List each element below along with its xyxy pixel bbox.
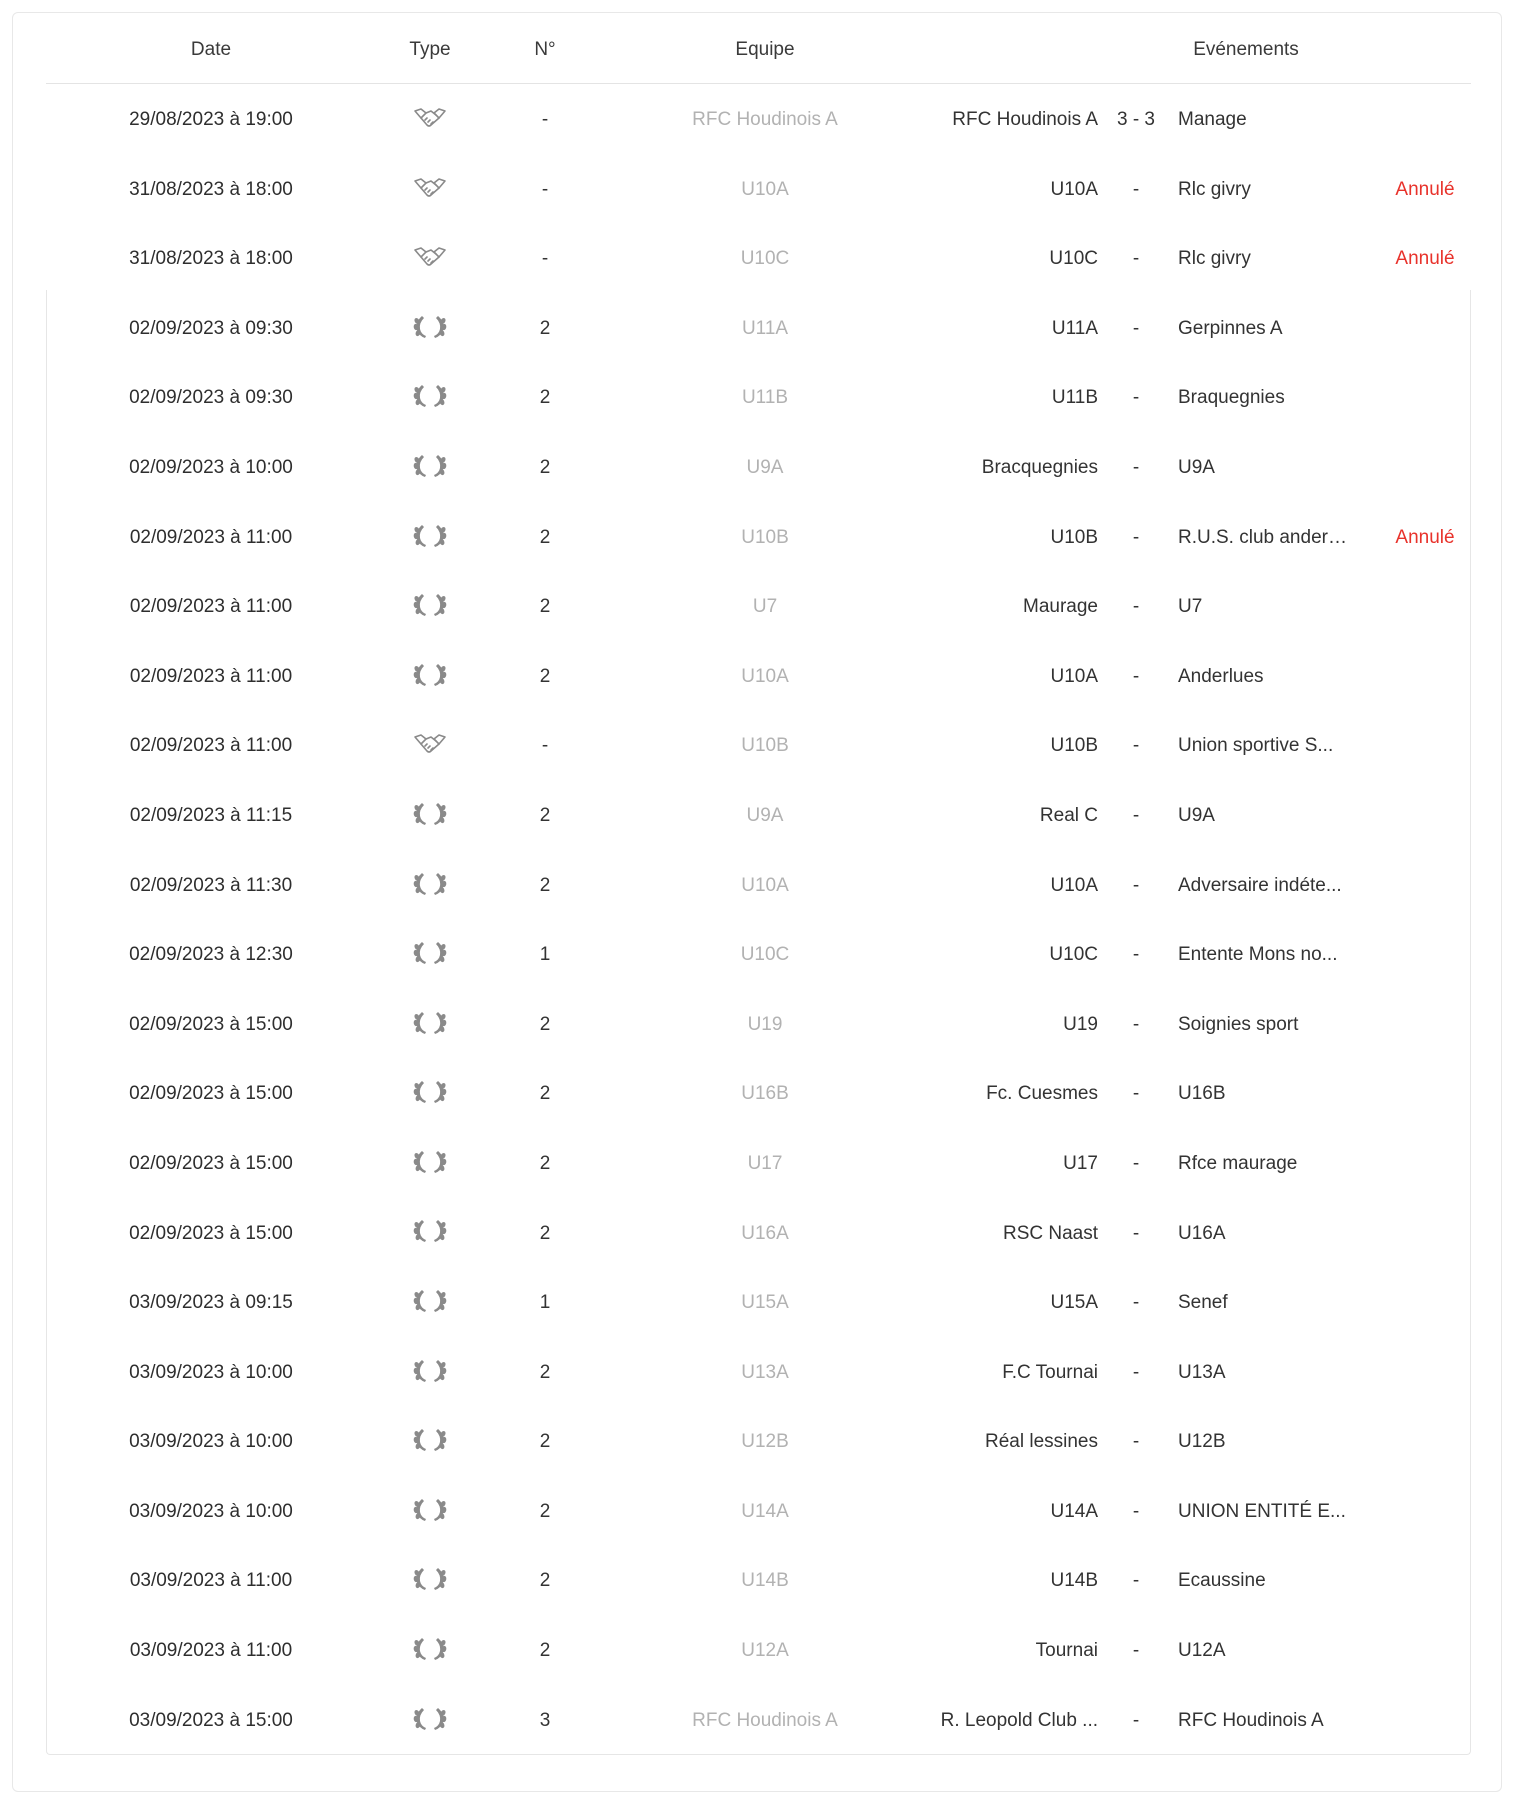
- match-score: -: [1132, 944, 1140, 966]
- header-events[interactable]: Evénements: [1193, 39, 1299, 60]
- table-row[interactable]: [0, 1686, 1513, 1756]
- status-badge: [1370, 572, 1480, 642]
- match-type: [400, 1338, 460, 1408]
- match-date: 02/09/2023 à 11:00: [129, 735, 293, 757]
- match-number: -: [541, 178, 549, 200]
- laurel-icon: [413, 383, 447, 409]
- match-type: [400, 1616, 460, 1686]
- match-team: U14B: [741, 1570, 789, 1592]
- home-team: U11A: [1051, 317, 1098, 339]
- table-row[interactable]: [0, 1407, 1513, 1477]
- match-number: 2: [539, 1640, 551, 1662]
- laurel-icon: [413, 801, 447, 827]
- match-date: 03/09/2023 à 11:00: [129, 1570, 293, 1592]
- match-date: 31/08/2023 à 18:00: [129, 178, 293, 200]
- match-team: U10A: [741, 874, 789, 896]
- match-number: 2: [539, 387, 551, 409]
- match-score: -: [1132, 1709, 1140, 1731]
- match-score: -: [1132, 665, 1140, 687]
- home-team: Bracquegnies: [981, 456, 1098, 478]
- match-type: [400, 433, 460, 503]
- table-row[interactable]: [0, 363, 1513, 433]
- away-team: Rfce maurage: [1178, 1152, 1298, 1174]
- status-badge: Annulé: [1395, 178, 1455, 200]
- match-team: U7: [752, 596, 778, 618]
- match-number: 2: [539, 526, 551, 548]
- away-team: Braquegnies: [1178, 387, 1285, 409]
- table-row[interactable]: [0, 1616, 1513, 1686]
- match-number: 2: [539, 1570, 551, 1592]
- match-score: -: [1132, 1013, 1140, 1035]
- match-type: [400, 1059, 460, 1129]
- match-type: [400, 503, 460, 573]
- match-type: [400, 642, 460, 712]
- match-date: 02/09/2023 à 15:00: [129, 1013, 293, 1035]
- status-badge: [1370, 851, 1480, 921]
- table-row[interactable]: [0, 851, 1513, 921]
- match-score: -: [1132, 387, 1140, 409]
- away-team: U16A: [1178, 1222, 1226, 1244]
- match-team: U13A: [741, 1361, 789, 1383]
- matches-list: [0, 85, 1513, 1755]
- match-team: U9A: [746, 456, 784, 478]
- home-team: U10C: [1049, 248, 1098, 270]
- match-type: [400, 1199, 460, 1269]
- status-badge: [1370, 1059, 1480, 1129]
- status-badge: [1370, 642, 1480, 712]
- status-badge: [1370, 1546, 1480, 1616]
- match-number: 3: [539, 1709, 551, 1731]
- laurel-icon: [413, 940, 447, 966]
- home-team: Maurage: [1023, 596, 1098, 618]
- home-team: U17: [1063, 1152, 1098, 1174]
- match-type: [400, 711, 460, 781]
- handshake-icon: [413, 176, 447, 200]
- home-team: U10C: [1049, 944, 1098, 966]
- table-row[interactable]: [0, 572, 1513, 642]
- status-badge: [1370, 781, 1480, 851]
- home-team: U15A: [1050, 1292, 1098, 1314]
- table-row[interactable]: [0, 920, 1513, 990]
- header-number[interactable]: N°: [534, 39, 556, 60]
- match-score: -: [1132, 1500, 1140, 1522]
- match-type: [400, 1477, 460, 1547]
- table-row[interactable]: [0, 711, 1513, 781]
- match-number: 2: [539, 1013, 551, 1035]
- home-team: Fc. Cuesmes: [986, 1083, 1098, 1105]
- match-number: 2: [539, 1222, 551, 1244]
- match-score: -: [1132, 317, 1140, 339]
- laurel-icon: [413, 523, 447, 549]
- status-badge: [1370, 1407, 1480, 1477]
- match-date: 03/09/2023 à 10:00: [129, 1361, 293, 1383]
- home-team: Réal lessines: [985, 1431, 1098, 1453]
- match-date: 02/09/2023 à 09:30: [129, 317, 293, 339]
- match-type: [400, 224, 460, 294]
- match-team: U16A: [741, 1222, 789, 1244]
- match-number: 1: [539, 944, 551, 966]
- away-team: Rlc givry: [1178, 178, 1251, 200]
- status-badge: [1370, 1129, 1480, 1199]
- home-team: Real C: [1039, 804, 1098, 826]
- laurel-icon: [413, 1566, 447, 1592]
- home-team: U14A: [1050, 1500, 1098, 1522]
- match-date: 31/08/2023 à 18:00: [129, 248, 293, 270]
- status-badge: [1370, 711, 1480, 781]
- status-badge: [1370, 1338, 1480, 1408]
- match-team: U19: [747, 1013, 783, 1035]
- home-team: R. Leopold Club ...: [940, 1709, 1098, 1731]
- match-date: 02/09/2023 à 15:00: [129, 1222, 293, 1244]
- away-team: U13A: [1178, 1361, 1226, 1383]
- match-date: 03/09/2023 à 09:15: [129, 1292, 293, 1314]
- handshake-icon: [413, 732, 447, 756]
- away-team: U9A: [1178, 804, 1215, 826]
- status-badge: [1370, 433, 1480, 503]
- home-team: U10A: [1050, 874, 1098, 896]
- table-row[interactable]: [0, 990, 1513, 1060]
- laurel-icon: [413, 1706, 447, 1732]
- away-team: Rlc givry: [1178, 248, 1251, 270]
- match-team: U12A: [741, 1640, 789, 1662]
- away-team: Soignies sport: [1178, 1013, 1299, 1035]
- match-team: U15A: [741, 1292, 789, 1314]
- home-team: U10B: [1050, 735, 1098, 757]
- match-team: U10C: [740, 944, 790, 966]
- match-team: U10A: [741, 178, 789, 200]
- away-team: RFC Houdinois A: [1178, 1709, 1324, 1731]
- laurel-icon: [413, 1358, 447, 1384]
- table-row[interactable]: [0, 1129, 1513, 1199]
- away-team: U12B: [1178, 1431, 1226, 1453]
- match-score: -: [1132, 1152, 1140, 1174]
- table-row[interactable]: [0, 1199, 1513, 1269]
- table-header: [46, 14, 1471, 84]
- table-row[interactable]: [0, 155, 1513, 225]
- match-number: -: [541, 735, 549, 757]
- match-score: -: [1132, 735, 1140, 757]
- match-team: RFC Houdinois A: [692, 109, 838, 130]
- status-badge: [1370, 990, 1480, 1060]
- home-team: RSC Naast: [1002, 1222, 1098, 1244]
- table-row[interactable]: [0, 224, 1513, 294]
- match-date: 02/09/2023 à 11:15: [129, 804, 293, 826]
- match-score: -: [1132, 874, 1140, 896]
- match-type: [400, 781, 460, 851]
- table-row[interactable]: [0, 294, 1513, 364]
- match-team: U10A: [741, 665, 789, 687]
- match-score: 3 - 3: [1116, 109, 1156, 130]
- laurel-icon: [413, 1149, 447, 1175]
- match-team: RFC Houdinois A: [692, 1709, 838, 1731]
- match-type: [400, 85, 460, 155]
- match-team: U12B: [741, 1431, 789, 1453]
- table-row[interactable]: [0, 1546, 1513, 1616]
- laurel-icon: [413, 662, 447, 688]
- match-score: -: [1132, 248, 1140, 270]
- match-score: -: [1132, 804, 1140, 826]
- away-team: U12A: [1178, 1640, 1226, 1662]
- laurel-icon: [413, 1636, 447, 1662]
- match-team: U11B: [741, 387, 789, 409]
- table-row[interactable]: [0, 1268, 1513, 1338]
- handshake-icon: [413, 106, 447, 130]
- table-row[interactable]: [0, 1477, 1513, 1547]
- table-row[interactable]: [0, 642, 1513, 712]
- laurel-icon: [413, 871, 447, 897]
- match-date: 03/09/2023 à 11:00: [129, 1640, 293, 1662]
- away-team: R.U.S. club anderl...: [1178, 526, 1348, 548]
- laurel-icon: [413, 1497, 447, 1523]
- match-date: 02/09/2023 à 15:00: [129, 1152, 293, 1174]
- match-team: U16B: [741, 1083, 789, 1105]
- match-number: -: [541, 248, 549, 270]
- laurel-icon: [413, 1010, 447, 1036]
- header-type[interactable]: Type: [409, 39, 451, 60]
- laurel-icon: [413, 453, 447, 479]
- header-date[interactable]: Date: [190, 39, 232, 60]
- status-badge: [1370, 1268, 1480, 1338]
- match-team: U10C: [740, 248, 790, 270]
- match-type: [400, 920, 460, 990]
- table-row[interactable]: [0, 433, 1513, 503]
- match-date: 02/09/2023 à 11:00: [129, 596, 293, 618]
- home-team: U10B: [1050, 526, 1098, 548]
- status-badge: [1370, 1616, 1480, 1686]
- match-date: 03/09/2023 à 10:00: [129, 1431, 293, 1453]
- match-type: [400, 294, 460, 364]
- match-type: [400, 155, 460, 225]
- match-team: U17: [747, 1152, 783, 1174]
- away-team: U16B: [1178, 1083, 1226, 1105]
- match-date: 02/09/2023 à 11:00: [129, 526, 293, 548]
- match-number: 2: [539, 874, 551, 896]
- match-type: [400, 1686, 460, 1756]
- match-team: U9A: [746, 804, 784, 826]
- home-team: U11B: [1051, 387, 1098, 409]
- match-team: U10B: [741, 526, 789, 548]
- match-number: 2: [539, 1152, 551, 1174]
- status-badge: [1370, 1686, 1480, 1756]
- match-score: -: [1132, 596, 1140, 618]
- laurel-icon: [413, 1288, 447, 1314]
- match-number: 2: [539, 1083, 551, 1105]
- home-team: U10A: [1050, 665, 1098, 687]
- match-type: [400, 1546, 460, 1616]
- match-number: 1: [539, 1292, 551, 1314]
- match-type: [400, 851, 460, 921]
- match-date: 02/09/2023 à 12:30: [129, 944, 293, 966]
- match-team: U11A: [741, 317, 789, 339]
- match-date: 03/09/2023 à 10:00: [129, 1500, 293, 1522]
- table-row[interactable]: [0, 85, 1513, 155]
- match-type: [400, 1268, 460, 1338]
- laurel-icon: [413, 1218, 447, 1244]
- home-team: U14B: [1050, 1570, 1098, 1592]
- match-score: -: [1132, 1292, 1140, 1314]
- status-badge: [1370, 1477, 1480, 1547]
- away-team: Union sportive S...: [1178, 735, 1334, 757]
- table-row[interactable]: [0, 781, 1513, 851]
- laurel-icon: [413, 314, 447, 340]
- match-number: 2: [539, 317, 551, 339]
- match-score: -: [1132, 526, 1140, 548]
- away-team: UNION ENTITÉ E...: [1178, 1500, 1346, 1522]
- away-team: Gerpinnes A: [1178, 317, 1283, 339]
- away-team: U7: [1178, 596, 1203, 618]
- away-team: Adversaire indéte...: [1178, 874, 1342, 896]
- match-date: 02/09/2023 à 10:00: [129, 456, 293, 478]
- match-score: -: [1132, 1640, 1140, 1662]
- match-score: -: [1132, 1431, 1140, 1453]
- match-number: 2: [539, 665, 551, 687]
- away-team: Anderlues: [1178, 665, 1264, 687]
- status-badge: [1370, 363, 1480, 433]
- laurel-icon: [413, 592, 447, 618]
- status-badge: [1370, 294, 1480, 364]
- handshake-icon: [413, 245, 447, 269]
- match-date: 02/09/2023 à 09:30: [129, 387, 293, 409]
- match-date: 03/09/2023 à 15:00: [129, 1709, 293, 1731]
- away-team: U9A: [1178, 456, 1215, 478]
- table-row[interactable]: [0, 503, 1513, 573]
- match-type: [400, 1129, 460, 1199]
- home-team: F.C Tournai: [1002, 1361, 1098, 1383]
- status-badge: Annulé: [1395, 248, 1455, 270]
- status-badge: Annulé: [1395, 526, 1455, 548]
- match-type: [400, 363, 460, 433]
- match-score: -: [1132, 456, 1140, 478]
- match-score: -: [1132, 1083, 1140, 1105]
- match-score: -: [1132, 1361, 1140, 1383]
- match-score: -: [1132, 1222, 1140, 1244]
- laurel-icon: [413, 1079, 447, 1105]
- status-badge: [1370, 920, 1480, 990]
- home-team: U19: [1063, 1013, 1098, 1035]
- match-number: 2: [539, 804, 551, 826]
- match-date: 02/09/2023 à 15:00: [129, 1083, 293, 1105]
- laurel-icon: [413, 1427, 447, 1453]
- match-date: 02/09/2023 à 11:30: [129, 874, 293, 896]
- status-badge: [1370, 85, 1480, 155]
- status-badge: [1370, 1199, 1480, 1269]
- match-type: [400, 990, 460, 1060]
- match-number: 2: [539, 1431, 551, 1453]
- match-score: -: [1132, 1570, 1140, 1592]
- match-date: 29/08/2023 à 19:00: [129, 109, 293, 130]
- away-team: Entente Mons no...: [1178, 944, 1338, 966]
- match-number: 2: [539, 596, 551, 618]
- match-type: [400, 1407, 460, 1477]
- home-team: U10A: [1050, 178, 1098, 200]
- header-team[interactable]: Equipe: [735, 39, 795, 60]
- match-type: [400, 572, 460, 642]
- match-team: U14A: [741, 1500, 789, 1522]
- away-team: Ecaussine: [1178, 1570, 1266, 1592]
- match-number: 2: [539, 1500, 551, 1522]
- away-team: Manage: [1178, 109, 1247, 130]
- match-number: 2: [539, 456, 551, 478]
- table-row[interactable]: [0, 1338, 1513, 1408]
- match-team: U10B: [741, 735, 789, 757]
- table-row[interactable]: [0, 1059, 1513, 1129]
- match-score: -: [1132, 178, 1140, 200]
- home-team: RFC Houdinois A: [952, 109, 1098, 130]
- match-number: 2: [539, 1361, 551, 1383]
- home-team: Tournai: [1035, 1640, 1098, 1662]
- match-number: -: [541, 109, 549, 130]
- match-date: 02/09/2023 à 11:00: [129, 665, 293, 687]
- away-team: Senef: [1178, 1292, 1228, 1314]
